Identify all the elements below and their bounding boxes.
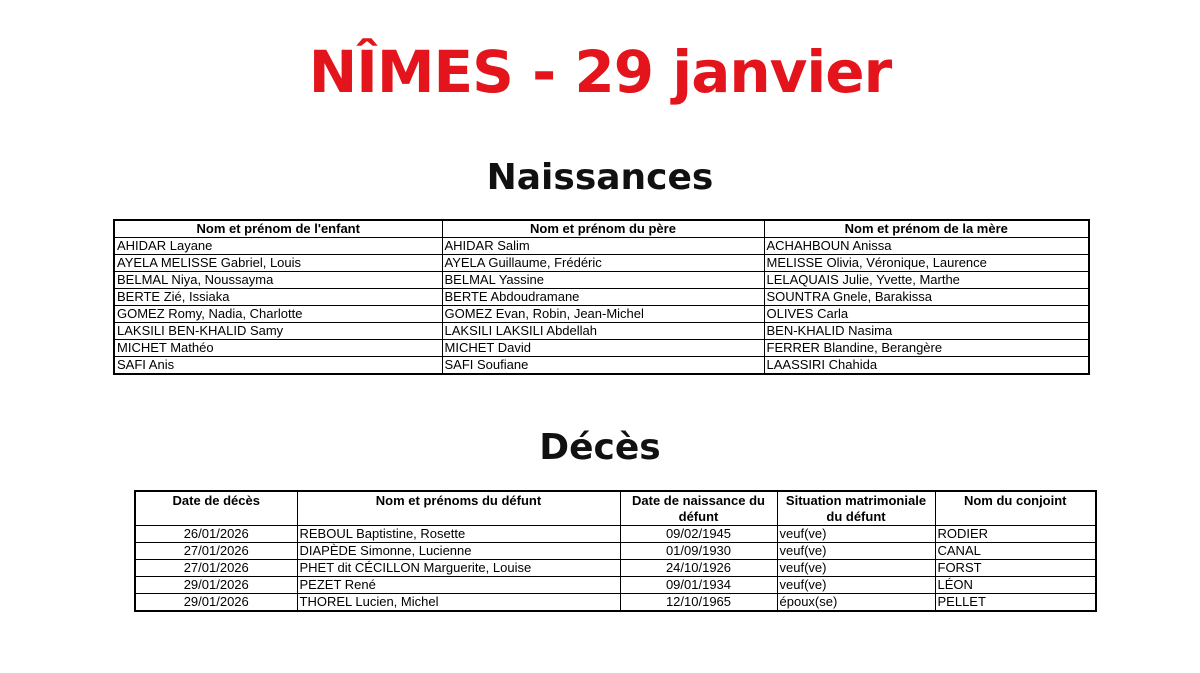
column-header-situation: Situation matrimoniale du défunt xyxy=(777,491,935,526)
cell-situation: veuf(ve) xyxy=(777,543,935,560)
column-header-mere: Nom et prénom de la mère xyxy=(764,220,1089,238)
cell-mere: LAASSIRI Chahida xyxy=(764,357,1089,375)
cell-conjoint: RODIER xyxy=(935,526,1096,543)
cell-situation: veuf(ve) xyxy=(777,560,935,577)
cell-pere: AYELA Guillaume, Frédéric xyxy=(442,255,764,272)
column-header-enfant: Nom et prénom de l'enfant xyxy=(114,220,442,238)
column-header-date-naissance: Date de naissance du défunt xyxy=(620,491,777,526)
table-row xyxy=(114,238,1089,255)
cell-enfant: AYELA MELISSE Gabriel, Louis xyxy=(114,255,442,272)
cell-situation: veuf(ve) xyxy=(777,526,935,543)
naissances-heading: Naissances xyxy=(486,157,714,198)
page-title: NÎMES - 29 janvier xyxy=(308,38,892,106)
cell-mere: BEN-KHALID Nasima xyxy=(764,323,1089,340)
cell-conjoint: CANAL xyxy=(935,543,1096,560)
cell-mere: FERRER Blandine, Berangère xyxy=(764,340,1089,357)
cell-conjoint: FORST xyxy=(935,560,1096,577)
table-row xyxy=(114,306,1089,323)
cell-enfant: MICHET Mathéo xyxy=(114,340,442,357)
cell-date-naissance: 09/02/1945 xyxy=(620,526,777,543)
cell-enfant: AHIDAR Layane xyxy=(114,238,442,255)
table-row xyxy=(114,289,1089,306)
cell-pere: BERTE Abdoudramane xyxy=(442,289,764,306)
cell-pere: MICHET David xyxy=(442,340,764,357)
column-header-date-deces: Date de décès xyxy=(135,491,297,526)
cell-pere: AHIDAR Salim xyxy=(442,238,764,255)
cell-situation: époux(se) xyxy=(777,594,935,612)
table-row xyxy=(135,560,1096,577)
table-row xyxy=(114,357,1089,375)
cell-nom-defunt: DIAPÈDE Simonne, Lucienne xyxy=(297,543,620,560)
cell-date-deces: 27/01/2026 xyxy=(135,560,297,577)
cell-pere: BELMAL Yassine xyxy=(442,272,764,289)
cell-nom-defunt: PEZET René xyxy=(297,577,620,594)
cell-enfant: BELMAL Niya, Noussayma xyxy=(114,272,442,289)
cell-conjoint: LÉON xyxy=(935,577,1096,594)
cell-mere: MELISSE Olivia, Véronique, Laurence xyxy=(764,255,1089,272)
cell-enfant: LAKSILI BEN-KHALID Samy xyxy=(114,323,442,340)
table-row xyxy=(114,323,1089,340)
cell-date-deces: 29/01/2026 xyxy=(135,594,297,612)
cell-enfant: BERTE Zié, Issiaka xyxy=(114,289,442,306)
table-row xyxy=(135,526,1096,543)
cell-conjoint: PELLET xyxy=(935,594,1096,612)
cell-pere: GOMEZ Evan, Robin, Jean-Michel xyxy=(442,306,764,323)
column-header-nom-defunt: Nom et prénoms du défunt xyxy=(297,491,620,526)
cell-enfant: SAFI Anis xyxy=(114,357,442,375)
cell-pere: SAFI Soufiane xyxy=(442,357,764,375)
deces-heading: Décès xyxy=(539,427,661,468)
cell-date-deces: 29/01/2026 xyxy=(135,577,297,594)
cell-nom-defunt: PHET dit CÉCILLON Marguerite, Louise xyxy=(297,560,620,577)
cell-mere: SOUNTRA Gnele, Barakissa xyxy=(764,289,1089,306)
cell-pere: LAKSILI LAKSILI Abdellah xyxy=(442,323,764,340)
cell-date-naissance: 24/10/1926 xyxy=(620,560,777,577)
cell-nom-defunt: THOREL Lucien, Michel xyxy=(297,594,620,612)
naissances-table xyxy=(113,219,1090,375)
table-row xyxy=(135,577,1096,594)
table-row xyxy=(114,340,1089,357)
table-row xyxy=(135,594,1096,612)
cell-nom-defunt: REBOUL Baptistine, Rosette xyxy=(297,526,620,543)
cell-date-deces: 26/01/2026 xyxy=(135,526,297,543)
cell-mere: LELAQUAIS Julie, Yvette, Marthe xyxy=(764,272,1089,289)
table-row xyxy=(114,255,1089,272)
table-row xyxy=(135,543,1096,560)
table-header-row xyxy=(135,491,1096,526)
table-header-row xyxy=(114,220,1089,238)
deces-table xyxy=(134,490,1097,612)
cell-enfant: GOMEZ Romy, Nadia, Charlotte xyxy=(114,306,442,323)
cell-date-naissance: 12/10/1965 xyxy=(620,594,777,612)
cell-mere: ACHAHBOUN Anissa xyxy=(764,238,1089,255)
column-header-pere: Nom et prénom du père xyxy=(442,220,764,238)
cell-mere: OLIVES Carla xyxy=(764,306,1089,323)
column-header-conjoint: Nom du conjoint xyxy=(935,491,1096,526)
cell-date-naissance: 01/09/1930 xyxy=(620,543,777,560)
cell-situation: veuf(ve) xyxy=(777,577,935,594)
cell-date-naissance: 09/01/1934 xyxy=(620,577,777,594)
cell-date-deces: 27/01/2026 xyxy=(135,543,297,560)
table-row xyxy=(114,272,1089,289)
